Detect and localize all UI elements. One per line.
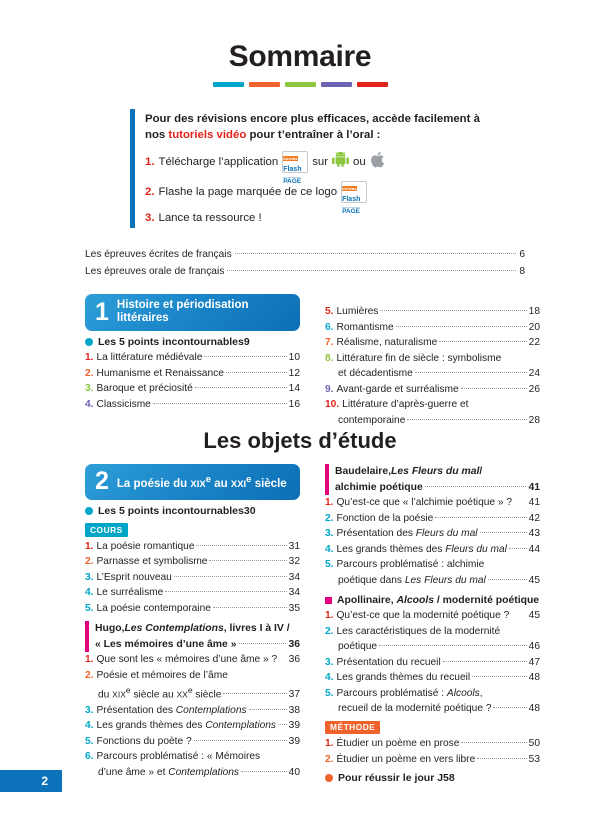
toc-row-text-cont: contemporaine xyxy=(338,414,406,426)
section-2-number: 2 xyxy=(95,467,109,495)
toc-row-text-cont: du XIXe siècle au XXe siècle xyxy=(98,685,222,701)
section-2-left-column xyxy=(85,464,300,780)
section-2-title: La poésie du XIXe au XXIe siècle xyxy=(116,473,287,490)
section-2-key-points-page: 30 xyxy=(243,505,256,517)
toc-row-text: La poésie contemporaine xyxy=(96,602,211,614)
leader-dots xyxy=(209,560,286,561)
toc-row-page: 34 xyxy=(288,587,300,598)
toc-row-number: 3. xyxy=(325,528,334,539)
toc-row[interactable] xyxy=(85,718,300,734)
toc-row-number: 4. xyxy=(325,672,334,683)
work-baudelaire-title-line2 xyxy=(335,480,540,496)
toc-row-text: Parcours problématisé : « Mémoires xyxy=(96,751,261,763)
section-1-number: 1 xyxy=(95,297,109,326)
toc-row-number: 5. xyxy=(325,559,334,570)
toc-row-text: Fonctions du poète ? xyxy=(96,735,192,747)
leader-dots xyxy=(235,253,517,254)
toc-row-page: 18 xyxy=(528,306,540,317)
work-baudelaire-page: 41 xyxy=(528,481,540,493)
toc-row[interactable] xyxy=(325,670,540,686)
objets-detude-header xyxy=(0,428,600,454)
flashpage-logo-flash-2: Flash xyxy=(342,196,361,204)
toc-row-number: 9. xyxy=(325,383,334,395)
toc-entry[interactable] xyxy=(85,246,525,263)
toc-entry-page: 8 xyxy=(519,266,525,277)
toc-row-text: Parcours problématisé : Alcools, xyxy=(336,687,483,699)
toc-entry-label: Les épreuves écrites de français xyxy=(85,249,232,260)
toc-row-text: Que sont les « mémoires d’une âme » ? xyxy=(96,654,278,665)
leader-dots xyxy=(195,387,287,388)
leader-dots xyxy=(278,724,287,725)
toc-row-page: 24 xyxy=(528,368,540,379)
flashpage-logo-page: PAGE xyxy=(283,177,302,185)
toc-row-text: Avant-garde et surréalisme xyxy=(336,383,459,395)
toc-row-number: 5. xyxy=(325,306,334,317)
toc-row-text: Baroque et préciosité xyxy=(96,383,193,394)
toc-row-text: Lumières xyxy=(336,306,379,317)
leader-dots xyxy=(396,326,527,327)
rule-segment-4 xyxy=(321,82,352,87)
leader-dots xyxy=(227,270,516,271)
toc-row[interactable] xyxy=(85,366,300,382)
leader-dots xyxy=(439,341,526,342)
toc-row-text: Humanisme et Renaissance xyxy=(96,367,224,379)
page-number: 2 xyxy=(41,774,48,788)
toc-row-page: 14 xyxy=(288,383,300,394)
toc-row-page: 32 xyxy=(288,556,300,567)
section-2-right-column xyxy=(325,464,540,786)
bullet-dot-icon xyxy=(85,507,93,515)
toc-row[interactable] xyxy=(325,351,540,367)
work-hugo-author: Hugo, xyxy=(95,623,125,634)
toc-row-page: 28 xyxy=(528,414,540,426)
toc-row-page: 38 xyxy=(288,704,300,716)
leader-dots xyxy=(509,548,527,549)
toc-row-text: Classicisme xyxy=(96,398,151,410)
methode-item-list xyxy=(325,736,540,767)
intro-step-3-text: Lance ta ressource ! xyxy=(158,212,262,224)
section-1-key-points-label: Les 5 points incontournables xyxy=(98,336,244,348)
work-apollinaire-author: Apollinaire, xyxy=(337,595,397,606)
leader-dots xyxy=(379,645,527,646)
toc-row[interactable] xyxy=(85,749,300,765)
work-hugo-title-line2 xyxy=(95,637,300,653)
section-1-right-column xyxy=(325,304,540,428)
work-apollinaire-items xyxy=(325,608,540,717)
work-apollinaire-title-italic: Alcools xyxy=(396,595,434,606)
toc-row-page: 53 xyxy=(528,753,540,765)
toc-row-continuation xyxy=(85,765,300,781)
toc-row-page: 41 xyxy=(528,497,540,508)
toc-row-continuation xyxy=(325,701,540,717)
toc-row-page: 16 xyxy=(288,398,300,410)
work-baudelaire-author: Baudelaire, xyxy=(335,466,392,477)
toc-row[interactable] xyxy=(325,526,540,542)
work-hugo-title-tail: , livres I à IV / xyxy=(223,623,290,634)
intro-lead-text xyxy=(145,111,490,143)
toc-row-page: 48 xyxy=(528,672,540,683)
toc-row[interactable] xyxy=(85,350,300,366)
toc-row[interactable] xyxy=(325,557,540,573)
toc-row-page: 34 xyxy=(288,571,300,583)
leader-dots xyxy=(407,419,526,420)
toc-row-number: 1. xyxy=(325,610,334,621)
intro-step-2-text: Flashe la page marquée de ce logo xyxy=(158,185,338,198)
final-entry-label: Pour réussir le jour J xyxy=(338,772,444,784)
toc-row-continuation xyxy=(325,573,540,589)
toc-row-text: Présentation du recueil xyxy=(336,656,441,668)
toc-row[interactable] xyxy=(85,381,300,397)
leader-dots xyxy=(461,742,526,743)
toc-row-page: 40 xyxy=(288,766,300,778)
toc-row-page: 20 xyxy=(528,321,540,333)
toc-row-number: 2. xyxy=(325,512,334,524)
toc-row-number: 1. xyxy=(325,738,334,749)
toc-row-number: 2. xyxy=(85,367,94,379)
toc-row-number: 2. xyxy=(325,625,334,637)
flashpage-logo-icon xyxy=(282,151,308,185)
toc-row-page: 35 xyxy=(288,602,300,614)
toc-row-text: Présentation des Fleurs du mal xyxy=(336,528,478,539)
page-number-badge xyxy=(0,770,62,792)
section-2-key-points[interactable] xyxy=(85,503,300,519)
section-1-banner xyxy=(85,294,300,331)
toc-row[interactable] xyxy=(85,703,300,719)
section-1-key-points-page: 9 xyxy=(243,336,250,348)
toc-row[interactable] xyxy=(85,734,300,750)
objets-detude-title: Les objets d’étude xyxy=(203,428,397,453)
bullet-dot-icon xyxy=(325,774,333,782)
toc-row-text: L’Esprit nouveau xyxy=(96,571,172,583)
toc-row[interactable] xyxy=(85,668,300,684)
top-entry-list xyxy=(85,246,525,280)
toc-row-number: 3. xyxy=(85,704,94,716)
leader-dots xyxy=(196,545,286,546)
toc-row-text-cont: et décadentisme xyxy=(338,368,413,379)
toc-row[interactable] xyxy=(85,397,300,413)
toc-row-number: 5. xyxy=(85,602,94,614)
toc-row-text: Les caractéristiques de la modernité xyxy=(336,625,501,637)
toc-row-page: 39 xyxy=(288,735,300,747)
intro-step-1-after: ou xyxy=(353,155,366,168)
toc-row-number: 7. xyxy=(325,337,334,348)
toc-row-text-cont: d’une âme » et Contemplations xyxy=(98,766,240,778)
toc-row-page: 45 xyxy=(528,610,540,621)
toc-row-number: 6. xyxy=(85,751,94,763)
leader-dots xyxy=(488,579,527,580)
intro-step-1-text: Télécharge l’application xyxy=(158,155,279,168)
rule-segment-5 xyxy=(357,82,388,87)
flashpage-logo-flash: Flash xyxy=(283,166,302,174)
toc-row-number: 1. xyxy=(85,540,94,552)
intro-lead-highlight: tutoriels vidéo xyxy=(168,129,247,141)
toc-row[interactable] xyxy=(325,382,540,398)
leader-dots xyxy=(204,356,286,357)
leader-dots xyxy=(194,740,287,741)
toc-row-number: 4. xyxy=(85,398,94,410)
section-1-title-line1: Histoire et périodisation xyxy=(116,299,249,311)
leader-dots xyxy=(480,532,527,533)
toc-row-continuation xyxy=(85,683,300,703)
section-1-key-points[interactable] xyxy=(85,334,300,350)
flashpage-logo-page-2: PAGE xyxy=(342,207,361,215)
section-1-left-column xyxy=(85,294,300,412)
work-hugo-items xyxy=(85,652,300,780)
toc-row-text: Littérature fin de siècle : symbolisme xyxy=(336,352,502,364)
leader-dots xyxy=(249,709,287,710)
toc-row[interactable] xyxy=(85,601,300,617)
android-icon xyxy=(332,152,349,172)
methode-badge: MÉTHODE xyxy=(325,721,380,735)
intro-lead-part2: pour t’entraîner à l’oral : xyxy=(246,129,381,141)
toc-row-page: 47 xyxy=(528,656,540,668)
toc-row-page: 37 xyxy=(288,689,300,701)
intro-callout xyxy=(130,109,490,228)
toc-row-number: 4. xyxy=(85,587,94,598)
flashpage-logo-icon-2 xyxy=(341,181,367,215)
toc-row-text: Littérature d’après-guerre et xyxy=(342,399,469,410)
work-hugo-page: 36 xyxy=(288,638,300,650)
final-entry[interactable] xyxy=(325,770,540,786)
toc-row[interactable] xyxy=(325,542,540,558)
toc-row-number: 5. xyxy=(325,687,334,699)
toc-row[interactable] xyxy=(325,655,540,671)
toc-row-page: 48 xyxy=(528,703,540,714)
section-1 xyxy=(0,294,600,426)
leader-dots xyxy=(223,693,286,694)
work-apollinaire-title xyxy=(337,593,539,608)
toc-row-text: Étudier un poème en vers libre xyxy=(336,753,476,765)
intro-step-3 xyxy=(145,211,490,226)
leader-dots xyxy=(435,517,526,518)
toc-row[interactable] xyxy=(325,495,540,511)
toc-row-text: La littérature médiévale xyxy=(96,352,203,363)
toc-row-text: Les grands thèmes du recueil xyxy=(336,672,471,683)
toc-row-page: 10 xyxy=(288,352,300,363)
section-1-title xyxy=(117,299,249,325)
toc-row-text: Étudier un poème en prose xyxy=(336,738,460,749)
leader-dots xyxy=(425,486,527,487)
toc-entry-label: Les épreuves orale de français xyxy=(85,266,225,277)
work-accent-bar xyxy=(85,621,89,652)
toc-row-number: 8. xyxy=(325,352,334,364)
leader-dots xyxy=(461,388,527,389)
toc-row-text: Présentation des Contemplations xyxy=(96,704,247,716)
toc-row-text: Le surréalisme xyxy=(96,587,164,598)
toc-row-number: 3. xyxy=(85,571,94,583)
toc-row[interactable] xyxy=(325,686,540,702)
toc-row[interactable] xyxy=(85,585,300,601)
toc-row[interactable] xyxy=(325,320,540,336)
work-baudelaire-subtitle: alchimie poétique xyxy=(335,481,423,493)
toc-row-text: Les grands thèmes des Fleurs du mal xyxy=(336,543,507,555)
toc-row-page: 31 xyxy=(288,540,300,552)
toc-row-number: 5. xyxy=(85,735,94,747)
intro-step-1-number: 1. xyxy=(145,155,155,168)
toc-row[interactable] xyxy=(85,570,300,586)
toc-row-text: Qu’est-ce que « l’alchimie poétique » ? xyxy=(336,497,513,508)
toc-row[interactable] xyxy=(85,539,300,555)
section-2-key-points-label: Les 5 points incontournables xyxy=(98,505,244,517)
toc-row-number: 10. xyxy=(325,399,340,410)
toc-row-continuation xyxy=(325,413,540,429)
toc-row-number: 3. xyxy=(325,656,334,668)
leader-dots xyxy=(380,310,526,311)
toc-row-number: 1. xyxy=(85,352,94,363)
toc-row[interactable] xyxy=(85,652,300,668)
leader-dots xyxy=(241,771,287,772)
toc-row-text-cont: poétique dans Les Fleurs du mal xyxy=(338,574,486,586)
toc-row-continuation xyxy=(325,639,540,655)
toc-row-number: 1. xyxy=(85,654,94,665)
toc-row-text: Les grands thèmes des Contemplations xyxy=(96,720,277,732)
toc-row-text: La poésie romantique xyxy=(96,540,195,552)
toc-row[interactable] xyxy=(325,511,540,527)
toc-row-number: 4. xyxy=(85,720,94,732)
work-baudelaire-title-tail: / xyxy=(479,466,483,477)
toc-row-text: Qu’est-ce que la modernité poétique ? xyxy=(336,610,510,621)
toc-row-text: Poésie et mémoires de l’âme xyxy=(96,669,228,681)
intro-step-1 xyxy=(145,151,490,185)
flashpage-logo-brand-2: bordas xyxy=(342,186,357,191)
work-hugo-subtitle: « Les mémoires d’une âme » xyxy=(95,638,237,650)
section-2-banner xyxy=(85,464,300,500)
rule-segment-2 xyxy=(249,82,280,87)
leader-dots xyxy=(472,676,527,677)
toc-row[interactable] xyxy=(85,554,300,570)
cours-item-list xyxy=(85,539,300,617)
toc-row-text: Parnasse et symbolisme xyxy=(96,556,208,567)
toc-row[interactable] xyxy=(325,736,540,752)
toc-entry-page: 6 xyxy=(519,249,525,260)
leader-dots xyxy=(174,576,287,577)
toc-row-page: 43 xyxy=(528,528,540,539)
toc-row[interactable] xyxy=(325,624,540,640)
leader-dots xyxy=(165,591,286,592)
work-apollinaire-title-tail: / modernité poétique xyxy=(434,595,540,606)
cours-badge: COURS xyxy=(85,523,128,537)
leader-dots xyxy=(239,643,287,644)
work-baudelaire-title-italic: Les Fleurs du mal xyxy=(391,466,480,477)
work-apollinaire-heading xyxy=(325,593,540,608)
work-baudelaire-items xyxy=(325,495,540,588)
rule-segment-1 xyxy=(213,82,244,87)
title-rule xyxy=(0,82,600,87)
work-square-icon xyxy=(325,597,332,604)
toc-row-number: 4. xyxy=(325,543,334,555)
toc-row-page: 45 xyxy=(528,574,540,586)
toc-row-number: 3. xyxy=(85,383,94,394)
work-hugo-title-line1 xyxy=(95,621,300,637)
toc-row-page: 26 xyxy=(528,383,540,395)
intro-step-1-mid: sur xyxy=(312,155,329,168)
toc-entry[interactable] xyxy=(85,263,525,280)
toc-row-page: 44 xyxy=(528,543,540,555)
leader-dots xyxy=(213,607,287,608)
toc-row[interactable] xyxy=(325,335,540,351)
rule-segment-3 xyxy=(285,82,316,87)
intro-step-2-number: 2. xyxy=(145,185,155,198)
toc-row-number: 2. xyxy=(325,753,334,765)
final-entry-page: 58 xyxy=(443,772,455,784)
page-header xyxy=(0,0,600,87)
toc-row-page: 39 xyxy=(288,720,300,732)
toc-row-number: 2. xyxy=(85,669,94,681)
leader-dots xyxy=(415,372,527,373)
toc-row-text: Romantisme xyxy=(336,321,394,333)
toc-row-page: 50 xyxy=(528,738,540,749)
section-1-title-line2: littéraires xyxy=(116,312,169,324)
toc-row[interactable] xyxy=(325,752,540,768)
work-hugo xyxy=(85,621,300,652)
toc-row-number: 2. xyxy=(85,556,94,567)
page-title: Sommaire xyxy=(228,40,372,73)
bullet-dot-icon xyxy=(85,338,93,346)
toc-row-text: Fonction de la poésie xyxy=(336,512,434,524)
section-1-left-items xyxy=(85,350,300,412)
toc-row-number: 1. xyxy=(325,497,334,508)
toc-row-page: 46 xyxy=(528,641,540,652)
toc-row-text: Parcours problématisé : alchimie xyxy=(336,559,485,570)
toc-row-text-cont: poétique xyxy=(338,641,378,652)
toc-row-number: 6. xyxy=(325,321,334,333)
intro-lead-part1: Pour des révisions encore plus efficaces, accède facilement à nos xyxy=(145,113,480,141)
work-hugo-title-italic: Les Contemplations xyxy=(124,623,224,634)
toc-row[interactable] xyxy=(325,304,540,320)
toc-row[interactable] xyxy=(325,397,540,413)
work-accent-bar xyxy=(325,464,329,495)
toc-row-text-cont: recueil de la modernité poétique ? xyxy=(338,703,492,714)
leader-dots xyxy=(493,707,526,708)
leader-dots xyxy=(226,372,287,373)
flashpage-logo-brand: bordas xyxy=(283,156,298,161)
toc-row[interactable] xyxy=(325,608,540,624)
toc-row-page: 22 xyxy=(528,337,540,348)
toc-row-page: 12 xyxy=(288,367,300,379)
leader-dots xyxy=(153,403,287,404)
section-2 xyxy=(0,464,600,794)
work-baudelaire xyxy=(325,464,540,495)
toc-row-text: Réalisme, naturalisme xyxy=(336,337,438,348)
leader-dots xyxy=(443,661,527,662)
apple-icon xyxy=(370,151,385,173)
toc-row-page: 42 xyxy=(528,512,540,524)
leader-dots xyxy=(477,758,526,759)
work-baudelaire-title-line1 xyxy=(335,464,540,480)
toc-row-continuation xyxy=(325,366,540,382)
intro-step-3-number: 3. xyxy=(145,212,155,224)
intro-step-2 xyxy=(145,181,490,215)
toc-row-page: 36 xyxy=(288,654,300,665)
